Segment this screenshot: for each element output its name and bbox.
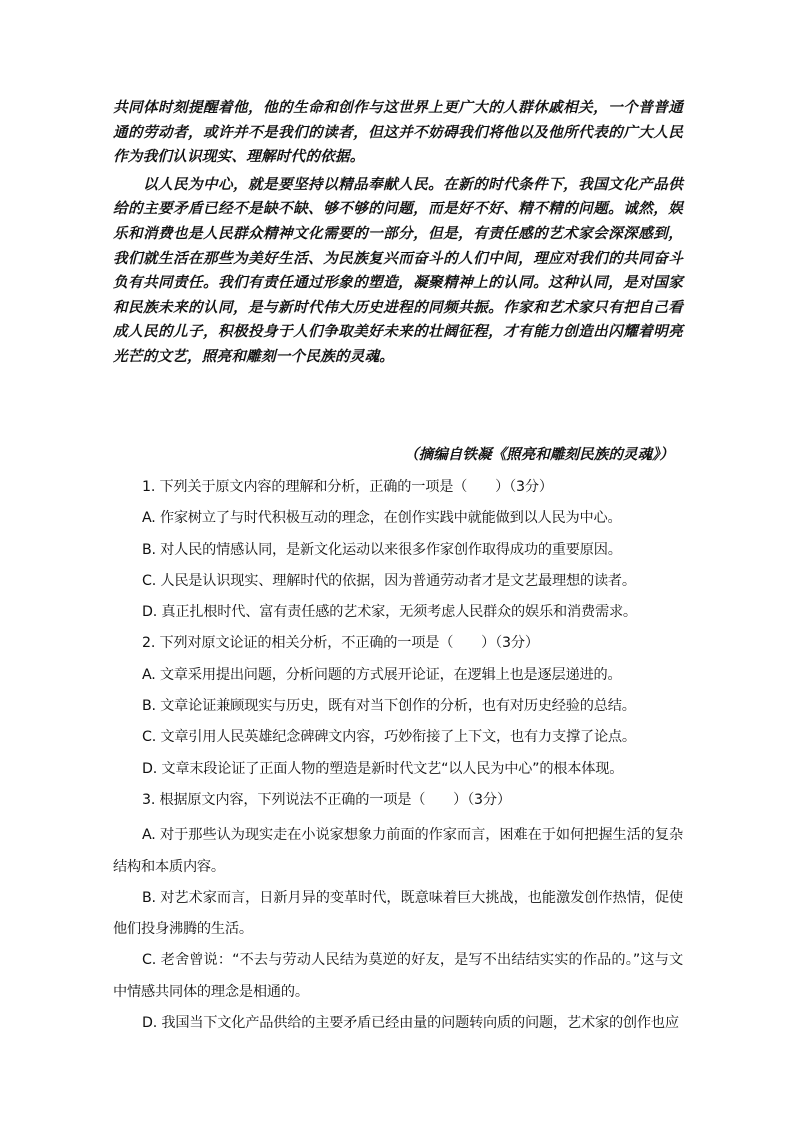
passage-paragraph-2: 以人民为中心，就是要坚持以精品奉献人民。在新的时代条件下，我国文化产品供给的主要矛盾已经不是缺不缺、够不够的问题，而是好不好、精不精的问题。诚然，娱乐和消费也是人民群众精神文化需要的一部分，但是，有责任感的艺术家会深深感到，我们就生活在那些为美好生活、为民族复兴而奋斗的人们中间，理应对我们的共同奋斗负有共同责任。我们有责任通过形象的塑造，凝聚精神上的认同。这种认同，是对国家和民族未来的认同，是与新时代伟大历史进程的同频共振。作家和艺术家只有把自己看成人民的儿子，积极投身于人们争取美好未来的壮阔征程，才有能力创造出闪耀着明亮光芒的文艺，照亮和雕刻一个民族的灵魂。 — [113, 175, 683, 365]
question-3-option-d: D. 我国当下文化产品供给的主要矛盾已经由量的问题转向质的问题，艺术家的创作也应 — [142, 1015, 679, 1032]
question-2-option-a: A. 文章采用提出问题，分析问题的方式展开论证，在逻辑上也是逐层递进的。 — [142, 666, 622, 683]
question-3-stem: 3. 根据原文内容，下列说法不正确的一项是（ ）（3分） — [142, 791, 511, 808]
question-1-stem: 1. 下列关于原文内容的理解和分析，正确的一项是（ ）（3分） — [142, 479, 553, 495]
question-1-option-a: A. 作家树立了与时代积极互动的理念，在创作实践中就能做到以人民为中心。 — [142, 510, 622, 527]
question-2-stem: 2. 下列对原文论证的相关分析，不正确的一项是（ ）（3分） — [142, 635, 539, 652]
passage-source: （摘编自铁凝《照亮和雕刻民族的灵魂》） — [404, 446, 674, 463]
question-2-option-c: C. 文章引用人民英雄纪念碑碑文内容，巧妙衔接了上下文，也有力支撑了论点。 — [142, 729, 636, 746]
question-1-option-c: C. 人民是认识现实、理解时代的依据，因为普通劳动者才是文艺最理想的读者。 — [142, 572, 636, 589]
question-2-option-b: B. 文章论证兼顾现实与历史，既有对当下创作的分析，也有对历史经验的总结。 — [142, 698, 636, 715]
question-3-option-c: C. 老舍曾说：“不去与劳动人民结为莫逆的好友，是写不出结结实实的作品的。”这与文中情感共同体的理念是相通的。 — [113, 952, 683, 1000]
question-1-option-d: D. 真正扎根时代、富有责任感的艺术家，无须考虑人民群众的娱乐和消费需求。 — [142, 604, 637, 621]
question-3-option-b: B. 对艺术家而言，日新月异的变革时代，既意味着巨大挑战，也能激发创作热情，促使他们投身沸腾的生活。 — [113, 889, 683, 938]
question-2-option-d: D. 文章末段论证了正面人物的塑造是新时代文艺“以人民为中心”的根本体现。 — [142, 760, 624, 777]
passage-paragraph-1: 共同体时刻提醒着他，他的生命和创作与这世界上更广大的人群休戚相关，一个普普通通的劳动者，或许并不是我们的读者，但这并不妨碍我们将他以及他所代表的广大人民作为我们认识现实、理解时代的依据。 — [113, 99, 683, 166]
question-3-option-a: A. 对于那些认为现实走在小说家想象力前面的作家而言，困难在于如何把握生活的复杂结构和本质内容。 — [113, 827, 683, 875]
question-list — [113, 476, 683, 1039]
question-1-option-b: B. 对人民的情感认同，是新文化运动以来很多作家创作取得成功的重要原因。 — [142, 541, 622, 558]
reading-passage — [113, 96, 683, 370]
